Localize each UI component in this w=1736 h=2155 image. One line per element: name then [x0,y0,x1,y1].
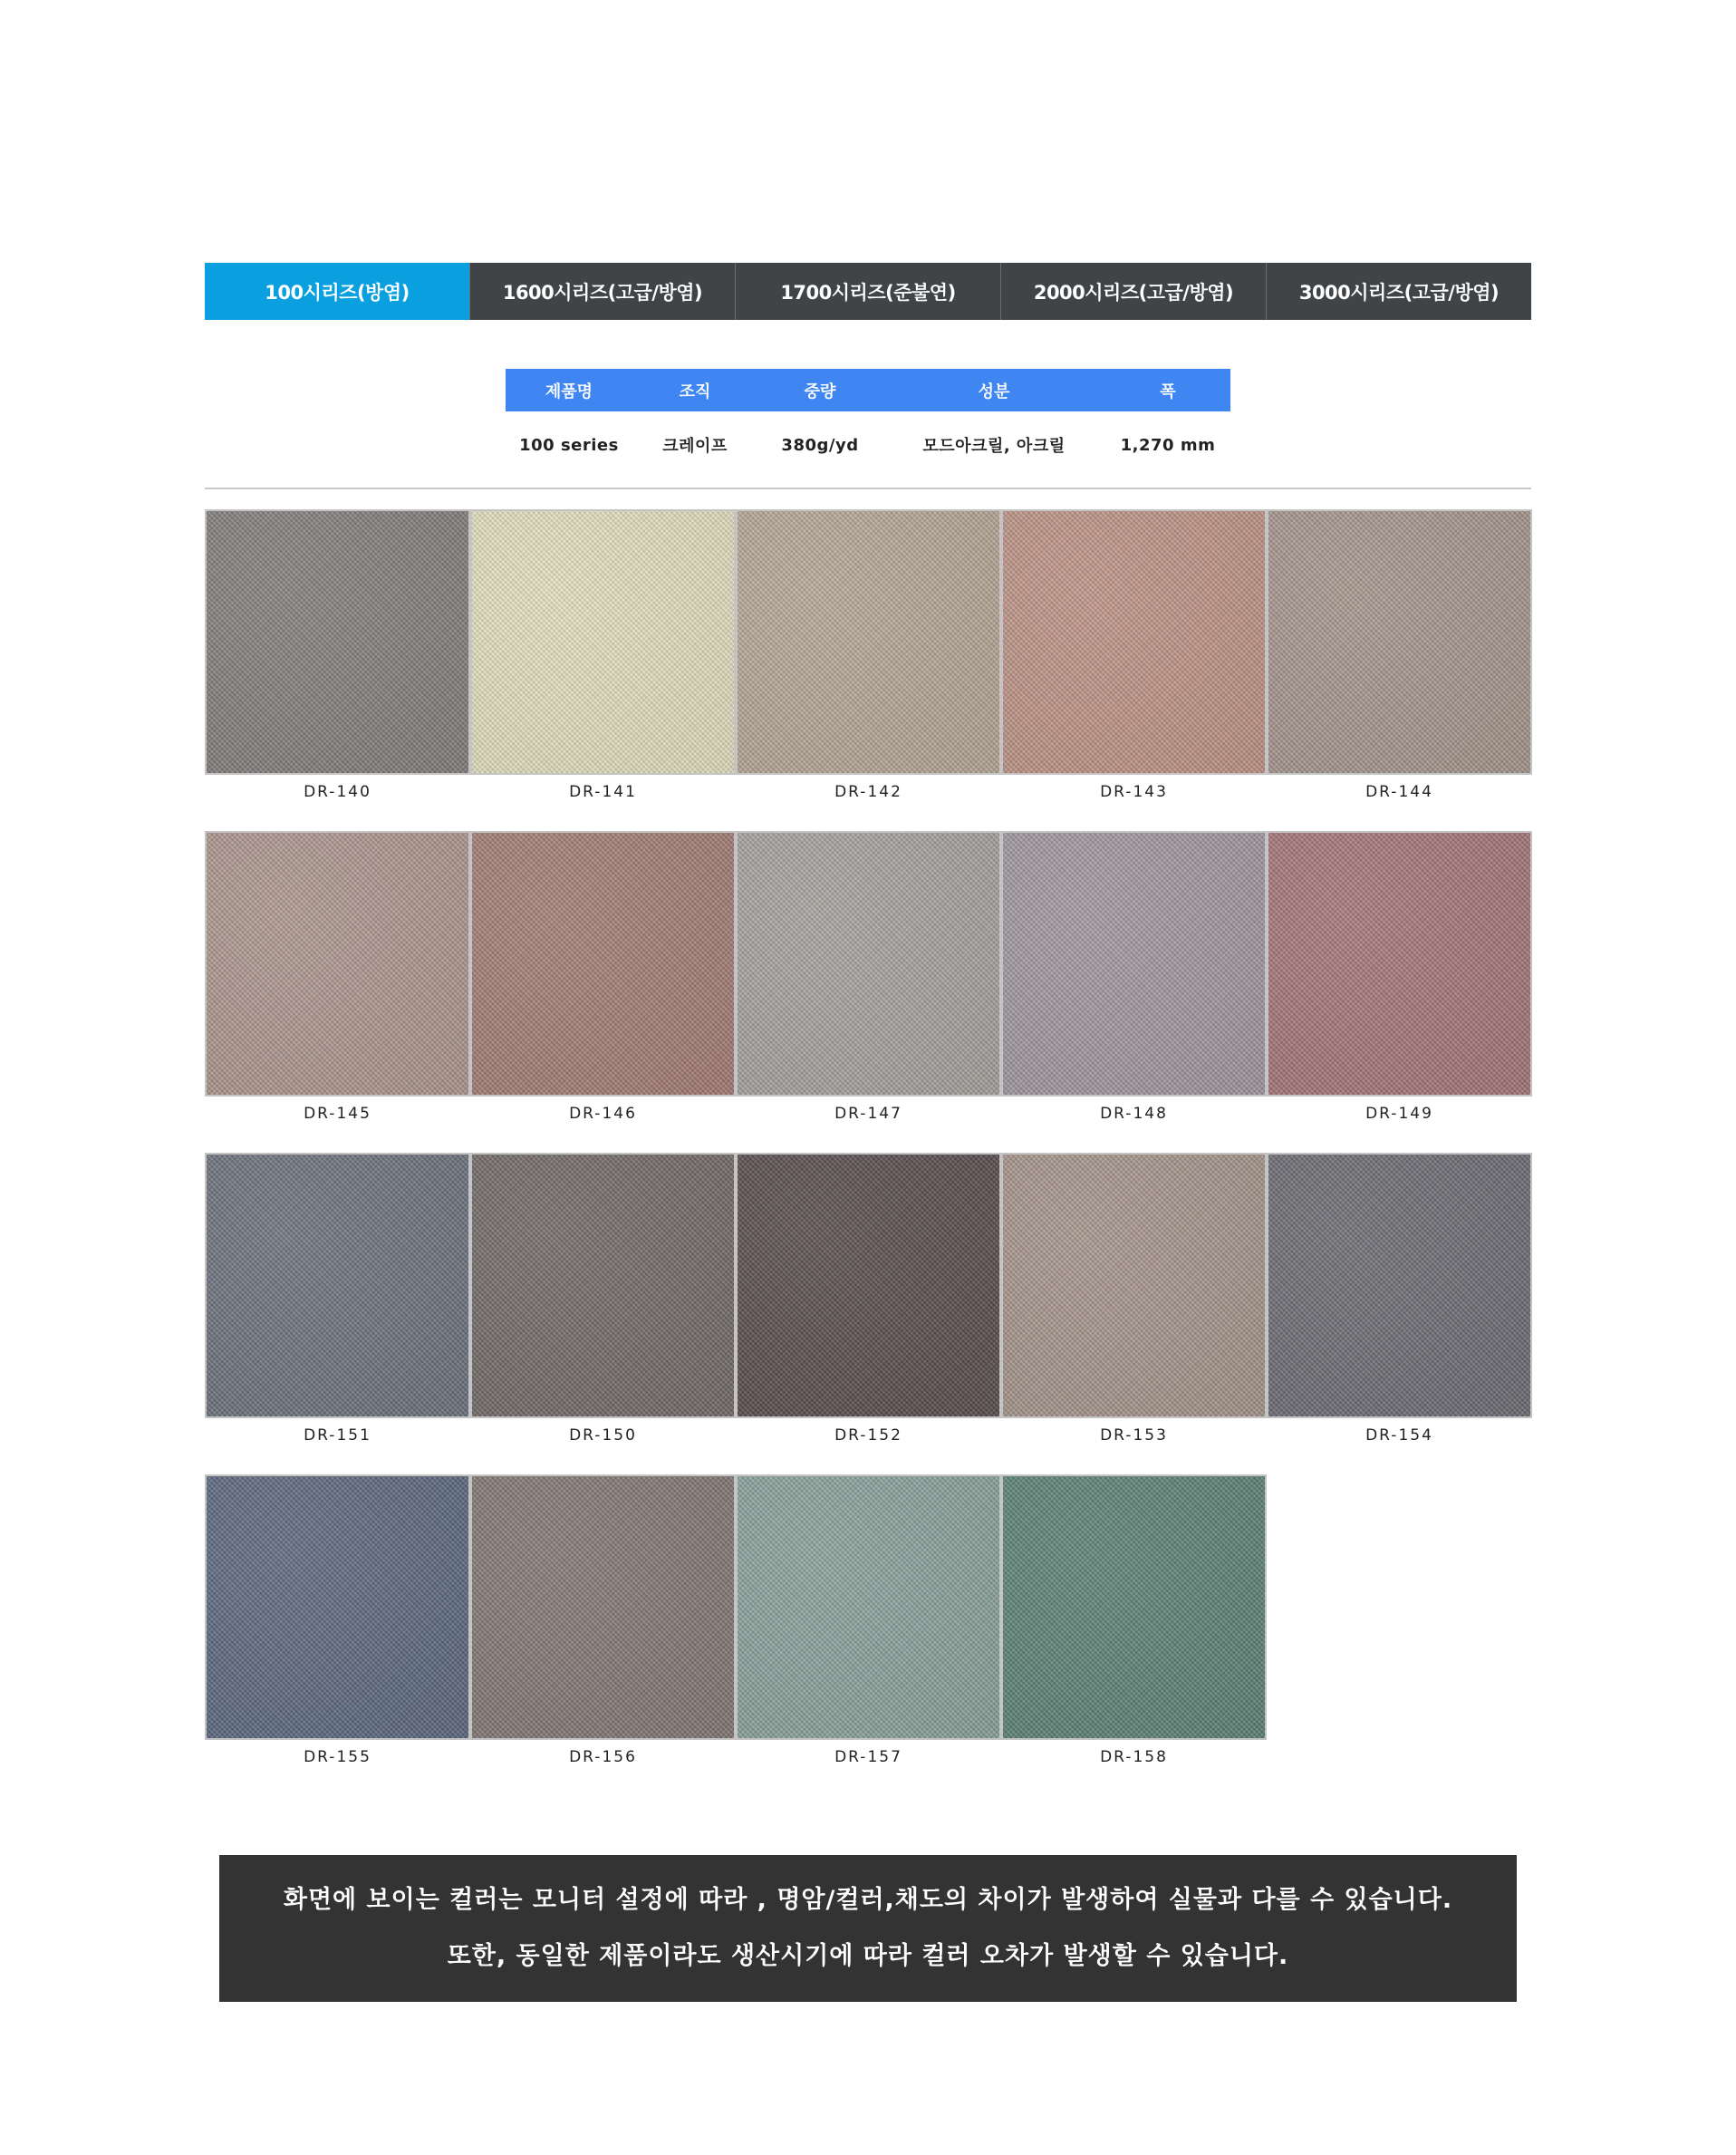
fabric-swatch-image[interactable] [736,509,1001,775]
fabric-swatch-image[interactable] [736,1153,1001,1418]
fabric-swatch-image[interactable] [1001,1474,1267,1740]
swatch-code: DR-158 [1100,1748,1168,1766]
swatch-card[interactable] [205,831,470,1153]
swatch-card[interactable] [1001,831,1267,1153]
swatch-code: DR-142 [834,783,902,801]
spec-value-name: 100 series [519,435,619,455]
swatch-card[interactable] [736,831,1001,1153]
swatch-code: DR-140 [304,783,371,801]
color-disclaimer-notice [219,1855,1517,2002]
fabric-swatch-image[interactable] [205,1474,470,1740]
swatch-card[interactable] [470,509,736,831]
fabric-swatch-image[interactable] [736,1474,1001,1740]
fabric-swatch-image[interactable] [1267,1153,1532,1418]
swatch-card[interactable] [736,509,1001,831]
fabric-swatch-image[interactable] [205,831,470,1097]
fabric-swatch-image[interactable] [205,1153,470,1418]
swatch-code: DR-144 [1365,783,1433,801]
swatch-card[interactable] [205,1153,470,1474]
tab-3000-series[interactable]: 3000시리즈(고급/방염) [1266,263,1531,320]
spec-value-row [506,411,1230,478]
swatch-code: DR-147 [834,1105,902,1123]
swatch-code: DR-156 [569,1748,637,1766]
spec-header-name: 제품명 [545,382,593,401]
swatch-grid [205,509,1533,1796]
swatch-code: DR-148 [1100,1105,1168,1123]
swatch-card[interactable] [470,1153,736,1474]
spec-value-width: 1,270 mm [1120,435,1216,455]
notice-line-2: 또한, 동일한 제품이라도 생산시기에 따라 컬러 오차가 발생할 수 있습니다. [447,1942,1289,1970]
swatch-code: DR-151 [304,1426,371,1445]
swatch-row [205,1153,1533,1474]
notice-line-1: 화면에 보이는 컬러는 모니터 설정에 따라 , 명암/컬러,채도의 차이가 발생하여 실물과 다를 수 있습니다. [283,1886,1453,1914]
fabric-swatch-image[interactable] [470,509,736,775]
swatch-card[interactable] [470,1474,736,1796]
spec-header-weight: 중량 [804,382,836,401]
fabric-swatch-image[interactable] [205,509,470,775]
fabric-swatch-image[interactable] [1001,1153,1267,1418]
fabric-swatch-image[interactable] [470,1474,736,1740]
spec-value-weight: 380g/yd [781,435,859,455]
swatch-card[interactable] [1267,509,1532,831]
swatch-card[interactable] [1001,1153,1267,1474]
series-tab-bar [205,263,1531,320]
spec-value-composition: 모드아크릴, 아크릴 [922,437,1066,456]
fabric-swatch-image[interactable] [470,1153,736,1418]
swatch-card[interactable] [736,1153,1001,1474]
swatch-row [205,1474,1533,1796]
spec-header-row [506,369,1230,411]
spec-header-width: 폭 [1160,382,1176,401]
swatch-card[interactable] [1267,1153,1532,1474]
fabric-swatch-image[interactable] [1001,831,1267,1097]
swatch-code: DR-155 [304,1748,371,1766]
swatch-card[interactable] [736,1474,1001,1796]
swatch-code: DR-150 [569,1426,637,1445]
swatch-card[interactable] [470,831,736,1153]
fabric-swatch-image[interactable] [1267,509,1532,775]
swatch-code: DR-153 [1100,1426,1168,1445]
swatch-card[interactable] [1001,1474,1267,1796]
swatch-code: DR-152 [834,1426,902,1445]
tab-100-series[interactable]: 100시리즈(방염) [205,263,469,320]
spec-value-weave: 크레이프 [662,437,728,456]
spec-table [506,369,1230,478]
swatch-code: DR-149 [1365,1105,1433,1123]
swatch-card[interactable] [205,1474,470,1796]
swatch-code: DR-146 [569,1105,637,1123]
swatch-code: DR-157 [834,1748,902,1766]
spec-header-weave: 조직 [679,382,711,401]
fabric-swatch-image[interactable] [1267,831,1532,1097]
tab-2000-series[interactable]: 2000시리즈(고급/방염) [1000,263,1266,320]
swatch-code: DR-141 [569,783,637,801]
swatch-row [205,509,1533,831]
section-divider [205,488,1531,489]
fabric-swatch-image[interactable] [1001,509,1267,775]
fabric-swatch-image[interactable] [470,831,736,1097]
swatch-card[interactable] [205,509,470,831]
tab-1700-series[interactable]: 1700시리즈(준불연) [735,263,1000,320]
swatch-code: DR-143 [1100,783,1168,801]
fabric-swatch-image[interactable] [736,831,1001,1097]
tab-1600-series[interactable]: 1600시리즈(고급/방염) [469,263,735,320]
swatch-card[interactable] [1001,509,1267,831]
swatch-code: DR-145 [304,1105,371,1123]
swatch-card[interactable] [1267,831,1532,1153]
swatch-code: DR-154 [1365,1426,1433,1445]
swatch-row [205,831,1533,1153]
spec-header-composition: 성분 [978,382,1010,401]
